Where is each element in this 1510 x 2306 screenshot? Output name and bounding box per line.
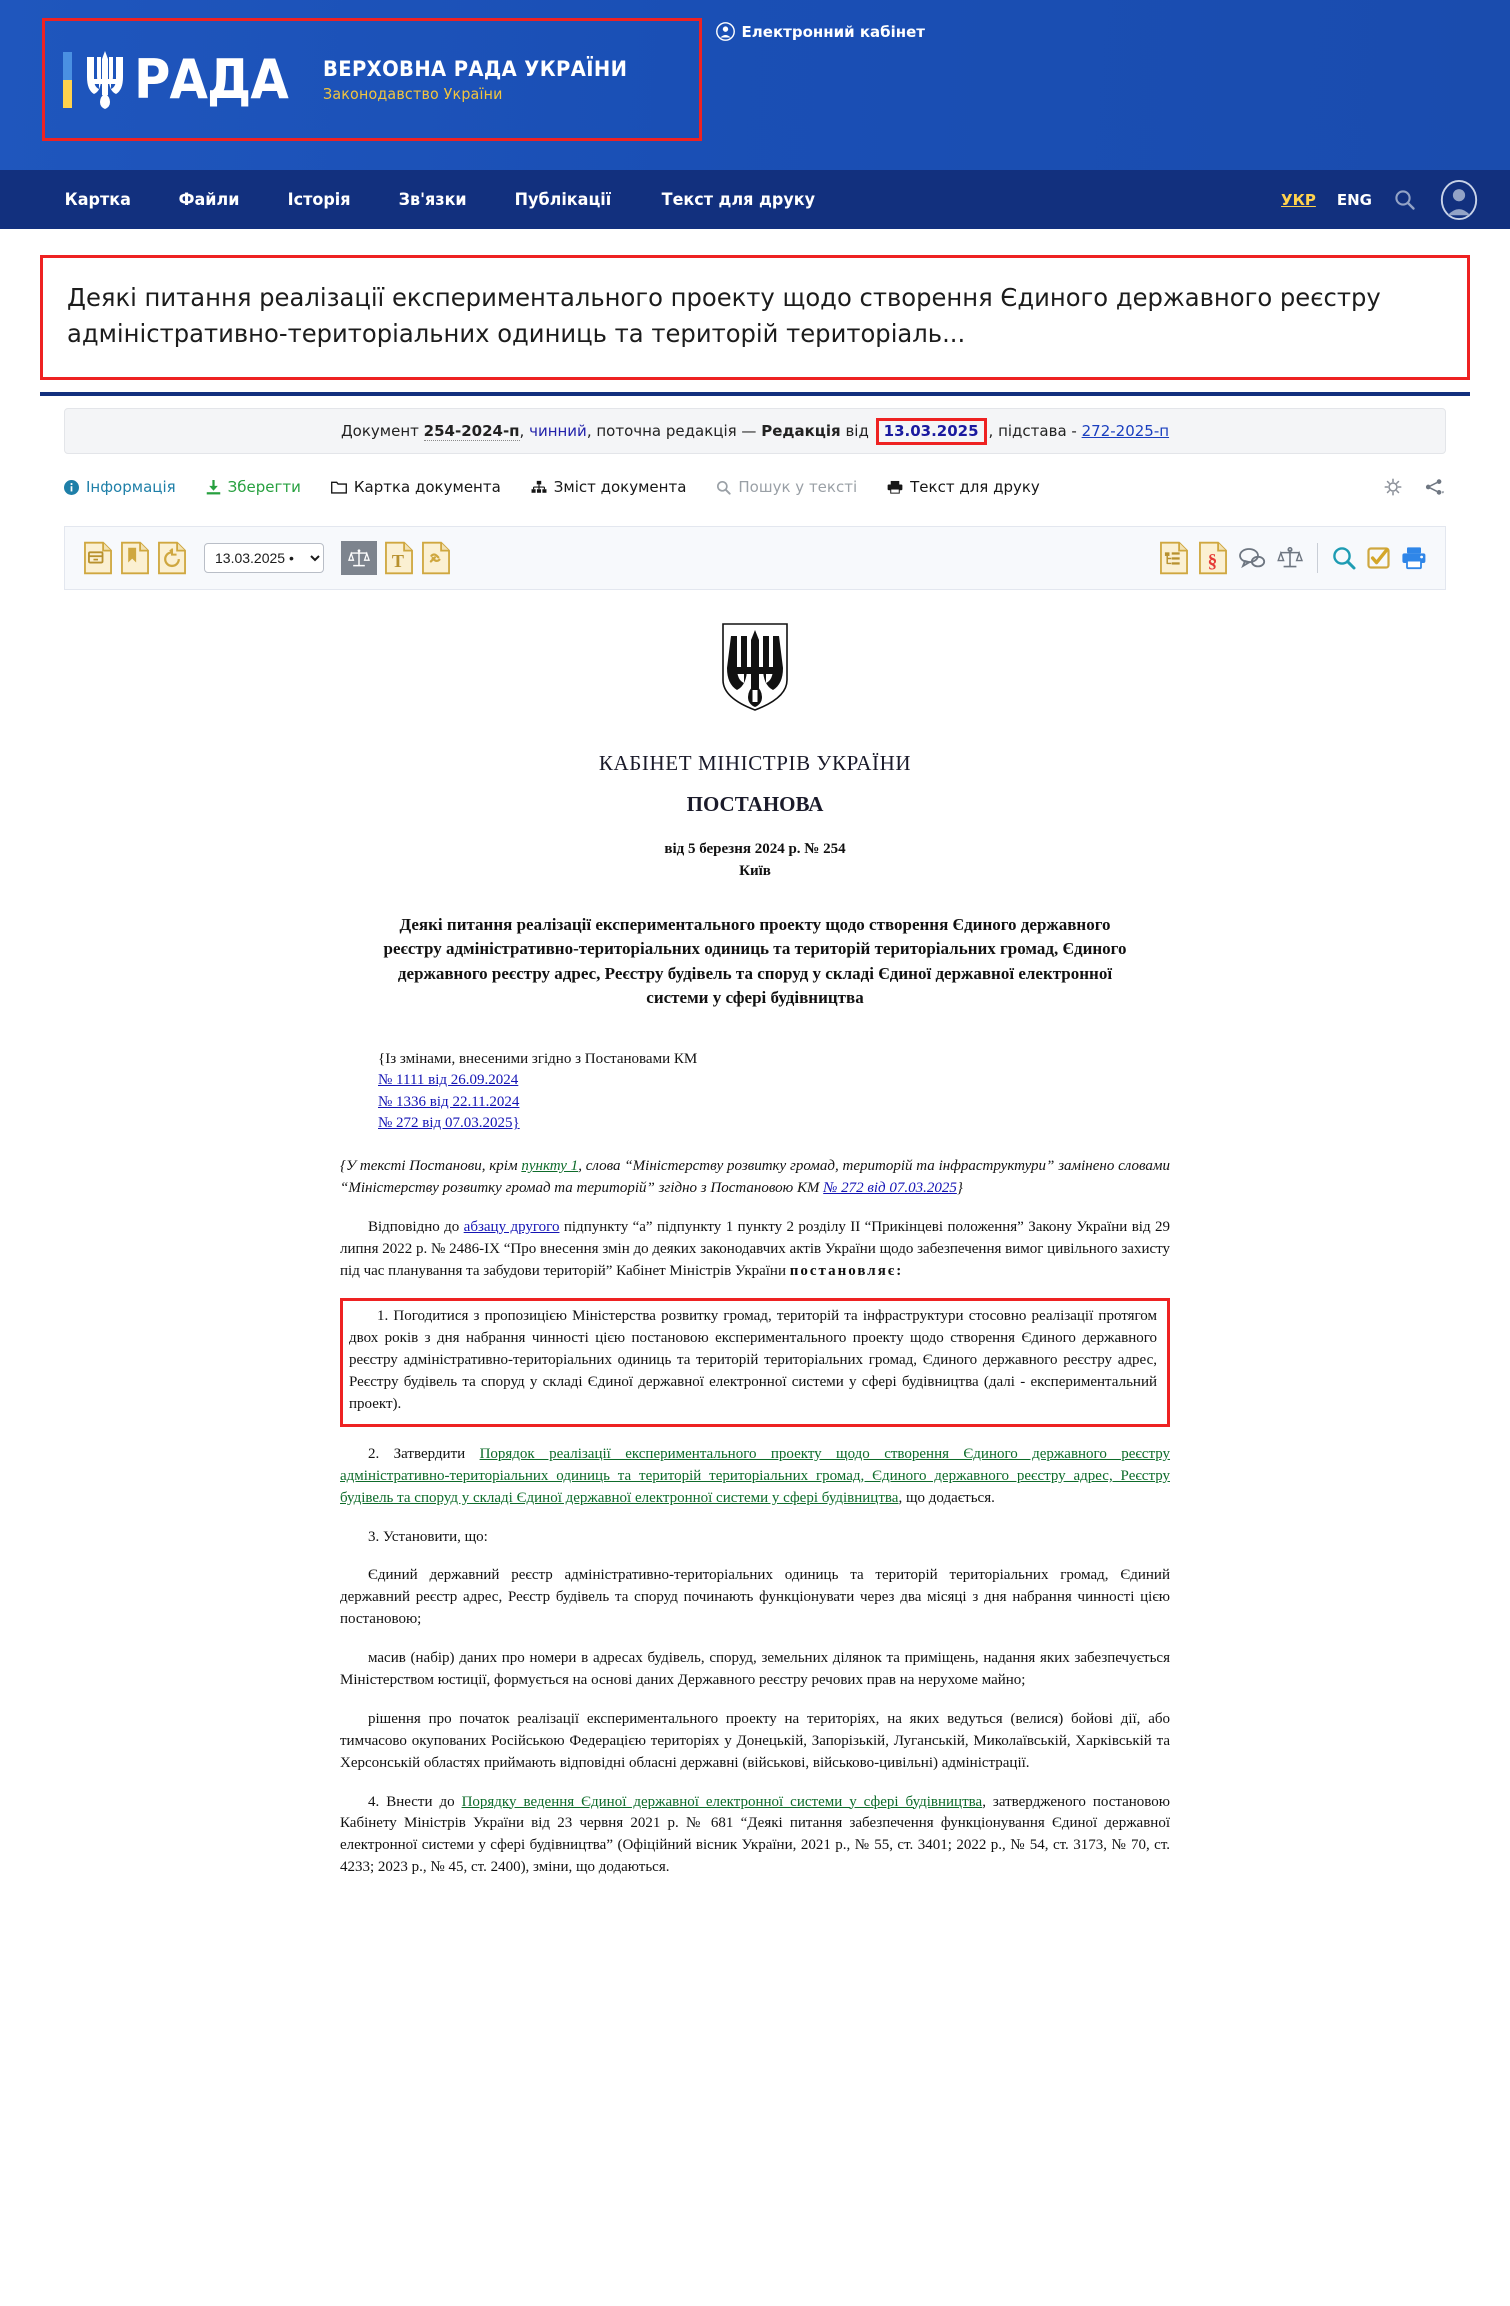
text-document-icon[interactable]	[384, 541, 414, 575]
ukraine-flag-bar	[63, 52, 72, 108]
sitemap-icon	[531, 480, 547, 494]
paragraph-2-suffix: , що додається.	[898, 1489, 995, 1506]
user-circle-icon	[716, 22, 735, 41]
document-date-line: від 5 березня 2024 р. № 254	[664, 841, 846, 857]
settings-gear-icon[interactable]	[1384, 478, 1402, 496]
amendments-block	[378, 1049, 1170, 1134]
tryzub-logo-icon	[82, 49, 128, 111]
lang-switch-ukr[interactable]: УКР	[1281, 190, 1316, 209]
highlighted-paragraph-1	[340, 1298, 1170, 1426]
logo-wordmark: РАДА	[134, 47, 288, 111]
intro-paragraph	[340, 1217, 1170, 1283]
paragraph-2-link-poryadok[interactable]: Порядок реалізації експериментального проекту щодо створення Єдиного державного реєстру адміністративно-територіальних одиниць та територій територіальних громад, Єдиного державного реєстру адрес, Реєстру будівель та споруд у складі Єдиної державної електронної системи у сфері будівництва	[340, 1445, 1171, 1506]
note-part-2: , слова “Міністерству розвитку громад, територій та інфраструктури” замінено словами “Міністерству розвитку громад та територій” згідно з Постановою КМ	[340, 1158, 1170, 1196]
document-city: Київ	[739, 862, 771, 879]
document-contents-label: Зміст документа	[553, 478, 687, 496]
print-text-action[interactable]	[887, 478, 1040, 496]
folder-icon	[331, 480, 347, 494]
intro-part-2: підпункту “а” підпункту 1 пункту 2 розділу II “Прикінцеві положення” Закону України від 29 липня 2022 р. № 2486-IX “Про внесення змін до деяких законодавчих актів України щодо забезпечення вимог цивільного захисту під час планування та забудови територій” Кабінет Міністрів України	[340, 1218, 1170, 1279]
amendment-link-1336[interactable]: № 1336 від 22.11.2024	[378, 1093, 520, 1110]
scales-icon[interactable]	[1276, 546, 1304, 570]
status-from-word: від	[845, 422, 869, 440]
nav-item-zviazky[interactable]: Зв'язки	[398, 189, 467, 210]
scales-icon	[348, 548, 370, 568]
electronic-cabinet-label: Електронний кабінет	[741, 22, 925, 41]
search-icon	[716, 480, 731, 495]
nav-item-faily[interactable]: Файли	[179, 189, 240, 210]
link-document-icon[interactable]	[421, 541, 451, 575]
site-logo[interactable]	[42, 18, 702, 141]
status-edition-label: Редакція	[761, 422, 841, 440]
search-in-text-label: Пошук у тексті	[738, 478, 858, 496]
printer-icon	[887, 480, 903, 494]
paragraph-4-suffix: , затвердженого постановою Кабінету Міністрів України від 23 червня 2021 р. № 681 “Деякі питання забезпечення функціонування Єдиної державної електронної системи у сфері будівництва” (Офіційний вісник України, 2021 р., № 55, ст. 3401; 2022 р., № 54, ст. 3173, № 70, ст. 4233; 2023 р., № 45, ст. 2400), зміни, що додаються.	[340, 1793, 1170, 1876]
structure-document-icon[interactable]	[1159, 541, 1189, 575]
note-part-1: {У тексті Постанови, крім	[340, 1158, 522, 1175]
paragraph-4	[340, 1792, 1170, 1880]
print-text-label: Текст для друку	[910, 478, 1040, 496]
archive-document-icon[interactable]	[83, 541, 113, 575]
document-status-bar	[64, 408, 1446, 454]
document-body	[340, 590, 1170, 1879]
paragraph-symbol-document-icon[interactable]	[1198, 541, 1228, 575]
document-card-label: Картка документа	[353, 478, 501, 496]
status-basis-link[interactable]: 272-2025-п	[1081, 422, 1170, 440]
document-card-action[interactable]	[331, 478, 501, 496]
toolbar-divider	[1317, 543, 1318, 573]
intro-resolve-word: постановляє:	[789, 1262, 904, 1279]
action-toolbar	[64, 470, 1446, 504]
document-icon-toolbar	[64, 526, 1446, 590]
printer-icon[interactable]	[1401, 546, 1427, 570]
search-icon[interactable]	[1393, 188, 1417, 212]
status-date-highlight[interactable]: 13.03.2025	[876, 418, 987, 445]
share-icon[interactable]	[1424, 478, 1446, 496]
search-in-text-action[interactable]	[716, 478, 857, 496]
nav-item-publikatsii[interactable]: Публікації	[514, 189, 612, 210]
save-action-label: Зберегти	[227, 478, 301, 496]
paragraph-2-prefix: 2. Затвердити	[368, 1445, 480, 1462]
intro-link-abzatsu[interactable]: абзацу другого	[463, 1218, 560, 1235]
paragraph-3: 3. Установити, що:	[368, 1528, 488, 1545]
page-title-box	[40, 255, 1470, 380]
status-middle: , поточна редакція —	[586, 422, 757, 440]
bookmark-document-icon[interactable]	[120, 541, 150, 575]
logo-title: ВЕРХОВНА РАДА УКРАЇНИ	[323, 56, 628, 81]
paragraph-3-item-c: рішення про початок реалізації експериментального проекту на територіях, на яких ведуться (велися) бойові дії, або тимчасово окупованих Російською Федерацією територіях у Донецькій, Запорізькій, Луганській, Миколаївській, Харківській та Херсонській областях приймають відповідні обласні державні (військові, військово-цивільні) адміністрації.	[340, 1710, 1170, 1771]
intro-part-1: Відповідно до	[368, 1218, 464, 1235]
coat-of-arms	[340, 622, 1170, 717]
note-link-punkt-1[interactable]: пункту 1	[521, 1158, 579, 1175]
save-action[interactable]	[206, 478, 301, 496]
paragraph-3-item-a: Єдиний державний реєстр адміністративно-територіальних одиниць та територій територіальних громад, Єдиний державний реєстр адрес, Реєстр будівель та споруд починають функціонувати через два місяці з дня набрання чинності цією постановою;	[340, 1567, 1170, 1628]
note-link-272[interactable]: № 272 від 07.03.2025	[823, 1180, 957, 1196]
revision-date-select[interactable]	[204, 543, 324, 573]
document-title: Деякі питання реалізації експериментального проекту щодо створення Єдиного державного реєстру адміністративно-територіальних одиниць та територій територіальних громад, Єдиного державного реєстру адрес, Реєстру будівель та споруд у складі Єдиної державної електронної системи у сфері будівництва	[383, 914, 1127, 1008]
paragraph-2	[340, 1444, 1170, 1510]
nav-item-istoriia[interactable]: Історія	[287, 189, 351, 210]
issuing-organization: КАБІНЕТ МІНІСТРІВ УКРАЇНИ	[598, 751, 912, 775]
download-icon	[206, 480, 221, 495]
status-basis-label: , підстава -	[988, 422, 1077, 440]
comments-icon[interactable]	[1237, 546, 1267, 570]
svg-text:T: T	[391, 551, 404, 572]
note-part-3: }	[956, 1180, 963, 1196]
site-header	[0, 0, 1510, 170]
lang-switch-eng[interactable]: ENG	[1336, 190, 1372, 209]
status-comma-1: ,	[519, 422, 530, 440]
document-contents-action[interactable]	[531, 478, 687, 496]
status-state: чинний	[529, 422, 587, 440]
status-prefix: Документ	[340, 422, 419, 440]
scales-active-button[interactable]	[341, 541, 377, 575]
electronic-cabinet-link[interactable]	[716, 22, 925, 41]
history-document-icon[interactable]	[157, 541, 187, 575]
svg-text:§: §	[1207, 551, 1218, 573]
text-replacement-note	[340, 1156, 1170, 1200]
ukraine-coat-of-arms-icon	[719, 622, 791, 712]
amendment-link-1111[interactable]: № 1111 від 26.09.2024	[378, 1072, 519, 1089]
title-divider	[40, 392, 1470, 396]
paragraph-3-item-b: масив (набір) даних про номери в адресах будівель, споруд, земельних ділянок та приміщень, надання яких забезпечується Міністерством юстиції, формується на основі даних Державного реєстру речових прав на нерухоме майно;	[340, 1650, 1170, 1688]
main-navigation	[0, 170, 1510, 229]
nav-item-tekst-dlia-druku[interactable]: Текст для друку	[661, 189, 815, 210]
info-icon	[64, 480, 79, 495]
info-action-label: Інформація	[86, 478, 176, 496]
search-icon[interactable]	[1331, 545, 1357, 571]
paragraph-4-prefix: 4. Внести до	[368, 1793, 462, 1810]
checkbox-checked-icon[interactable]	[1366, 545, 1392, 571]
paragraph-4-link-poryadku[interactable]: Порядку ведення Єдиної державної електронної системи у сфері будівництва	[461, 1793, 983, 1810]
amendments-header: {Із змінами, внесеними згідно з Постановами КМ	[378, 1051, 698, 1068]
amendment-link-272[interactable]: № 272 від 07.03.2025}	[378, 1114, 520, 1131]
status-doc-number[interactable]: 254-2024-п	[423, 421, 520, 440]
nav-item-kartka[interactable]: Картка	[64, 189, 131, 210]
page-title: Деякі питання реалізації експериментального проекту щодо створення Єдиного державного реєстру адміністративно-територіальних одиниць та територій територіаль...	[67, 283, 1381, 348]
document-kind: ПОСТАНОВА	[686, 792, 824, 816]
paragraph-1-text: 1. Погодитися з пропозицією Міністерства розвитку громад, територій та інфраструктури стосовно реалізації протягом двох років з дня набрання чинності цією постановою експериментального проекту щодо створення Єдиного державного реєстру адміністративно-територіальних одиниць та територій територіальних громад, Єдиного державного реєстру адрес, Реєстру будівель та споруд у складі Єдиної державної електронної системи у сфері будівництва (далі - експериментальний проект).	[349, 1308, 1157, 1412]
logo-subtitle: Законодавство України	[323, 84, 503, 103]
user-avatar-icon[interactable]	[1438, 179, 1480, 221]
info-action[interactable]	[64, 478, 176, 496]
